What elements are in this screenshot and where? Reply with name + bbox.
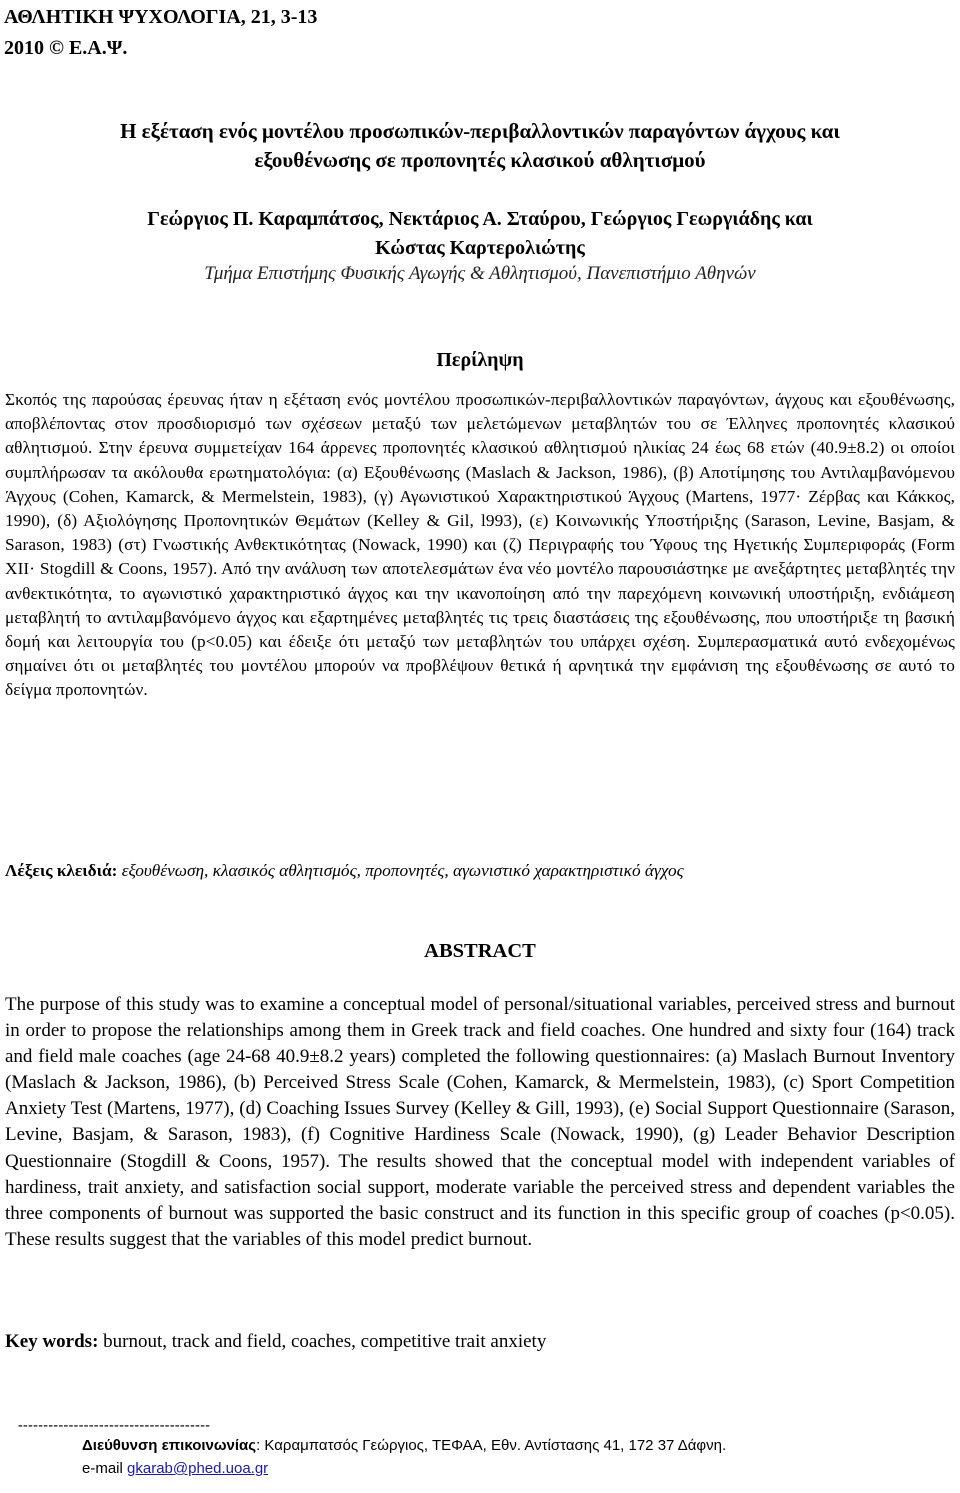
english-abstract-body: The purpose of this study was to examine a conceptual model of personal/situational variables, perceived stress and burnout in order to propose the relationships among them in Greek track and field coaches. One hundred and sixty four (164) track and field male coaches (age 24-68 40.9±8.2 years) completed the following questionnaires: (a) Maslach Burnout Inventory (Maslach & Jackson, 1986), (b) Perceived Stress Scale (Cohen, Kamarck, & Mermelstein, 1983), (c) Sport Competition Anxiety Test (Martens, 1977), (d) Coaching Issues Survey (Kelley & Gill, 1993), (e) Social Support Questionnaire (Sarason, Levine, Basjam, & Sarason, 1983), (f) Cognitive Hardiness Scale (Nowack, 1990), (g) Leader Behavior Description Questionnaire (Stogdill & Coons, 1957). The results showed that the conceptual model with independent variables of hardiness, trait anxiety, and satisfaction social support, moderate variable the perceived stress and dependent variables the three components of burnout was supported the basic construct and its function in this specific group of coaches (p<0.05). These results suggest that the variables of this model predict burnout. — [5, 994, 955, 1250]
english-abstract-heading: ABSTRACT — [424, 940, 536, 962]
email-link[interactable]: gkarab@phed.uoa.gr — [127, 1460, 269, 1477]
author-line-1: Γεώργιος Π. Καραμπάτσος, Νεκτάριος Α. Σταύρου, Γεώργιος Γεωργιάδης και — [147, 208, 813, 230]
email-label: e-mail — [82, 1460, 123, 1477]
greek-keywords-label: Λέξεις κλειδιά: — [5, 861, 118, 880]
journal-year: 2010 — [4, 37, 44, 59]
journal-header — [4, 2, 317, 64]
footnote-rule: -------------------------------------- — [18, 1418, 211, 1433]
greek-abstract-body: Σκοπός της παρούσας έρευνας ήταν η εξέταση ενός μοντέλου προσωπικών-περιβαλλοντικών παραγόντων, άγχους και εξουθένωσης, αποβλέποντας στον προσδιορισμό των σχέσεων μεταξύ των μελετώμενων μεταβλητών του σε Έλληνες προπονητές κλασικού αθλητισμού. Στην έρευνα συμμετείχαν 164 άρρενες προπονητές κλασικού αθλητισμού ηλικίας 24 έως 68 ετών (40.9±8.2) οι οποίοι συμπλήρωσαν τα ακόλουθα ερωτηματολόγια: (α) Εξουθένωσης (Maslach & Jackson, 1986), (β) Αποτίμησης του Αντιλαμβανόμενου Άγχους (Cohen, Kamarck, & Mermelstein, 1983), (γ) Αγωνιστικού Χαρακτηριστικού Άγχους (Martens, 1977· Ζέρβας και Κάκκος, 1990), (δ) Αξιολόγησης Προπονητικών Θεμάτων (Kelley & Gil, l993), (ε) Κοινωνικής Υποστήριξης (Sarason, Levine, Basjam, & Sarason, 1983) (στ) Γνωστικής Ανθεκτικότητας (Nowack, 1990) και (ζ) Περιγραφής του Ύφους της Ηγετικής Συμπεριφοράς (Form XII· Stogdill & Coons, 1957). Από την ανάλυση των αποτελεσμάτων ένα νέο μοντέλο παρουσιάστηκε με ανεξάρτητες μεταβλητές την ανθεκτικότητα, το αγωνιστικό χαρακτηριστικό άγχος και την ικανοποίηση από την παρεχόμενη κοινωνική υποστήριξη, ενδιάμεση μεταβλητή το αντιλαμβανόμενο άγχος και εξαρτημένες μεταβλητές τις τρεις διαστάσεις της εξουθένωσης, που υποστήριξε τη βασική δομή και λειτουργία του (p<0.05) και έδειξε ότι μεταξύ των μεταβλητών του υπάρχει σχέση. Συμπερασματικά αυτό ενδεχομένως σημαίνει ότι οι μεταβλητές του μοντέλου μπορούν να προβλέψουν θετικά ή αρνητικά την εμφάνιση της εξουθένωσης σε αυτό το δείγμα προπονητών. — [5, 390, 955, 700]
author-list — [0, 205, 960, 263]
affiliation: Τμήμα Επιστήμης Φυσικής Αγωγής & Αθλητισμού, Πανεπιστήμιο Αθηνών — [204, 263, 756, 284]
english-keywords — [5, 1329, 955, 1355]
english-keywords-list: burnout, track and field, coaches, competitive trait anxiety — [103, 1331, 547, 1352]
copyright-icon: © — [49, 37, 64, 59]
author-line-2: Κώστας Καρτερολιώτης — [375, 237, 585, 259]
greek-abstract-heading: Περίληψη — [436, 349, 524, 371]
greek-keywords — [5, 859, 955, 883]
footnote-contact — [82, 1436, 726, 1456]
paper-title — [0, 117, 960, 175]
footnote-email — [82, 1459, 268, 1479]
paper-title-line-1: Η εξέταση ενός μοντέλου προσωπικών-περιβαλλοντικών παραγόντων άγχους και — [120, 119, 840, 143]
english-keywords-label: Key words: — [5, 1331, 99, 1352]
paper-title-line-2: εξουθένωσης σε προπονητές κλασικού αθλητισμού — [254, 148, 706, 172]
contact-label: Διεύθυνση επικοινωνίας — [82, 1437, 257, 1454]
journal-citation: ΑΘΛΗΤΙΚΗ ΨΥΧΟΛΟΓΙΑ, 21, 3-13 — [4, 6, 318, 28]
journal-year-line — [4, 33, 317, 64]
journal-publisher: Ε.Α.Ψ. — [68, 37, 128, 59]
greek-keywords-list: εξουθένωση, κλασικός αθλητισμός, προπονητές, αγωνιστικό χαρακτηριστικό άγχος — [121, 861, 684, 880]
contact-address: : Καραμπατσός Γεώργιος, ΤΕΦΑΑ, Εθν. Αντίστασης 41, 172 37 Δάφνη. — [256, 1437, 727, 1454]
